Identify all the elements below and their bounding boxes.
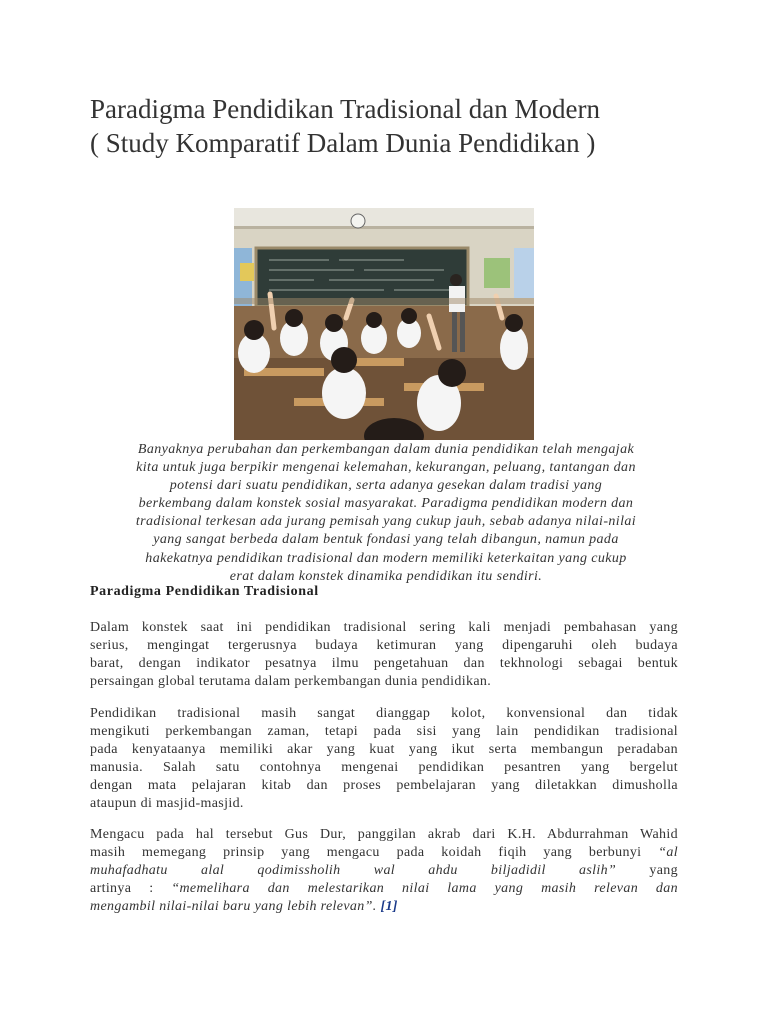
arabic-maxim: muhafadhatu alal qodimissholih wal ahdu biljadidil aslih” — [90, 863, 617, 879]
document-title — [90, 92, 710, 160]
paragraph-line: manusia. Salah satu contohnya mengenai pendidikan pesantren yang bergelut — [90, 760, 678, 776]
text-run: yang — [616, 863, 678, 879]
caption-line: berkembang dalam konstek sosial masyarakat. Paradigma pendidikan modern dan — [138, 496, 634, 512]
footnote-link[interactable]: [1] — [380, 899, 398, 915]
paragraph-line: persaingan global terutama dalam perkembangan dunia pendidikan. — [90, 674, 492, 690]
paragraph-line: Pendidikan tradisional masih sangat dianggap kolot, konvensional dan tidak — [90, 706, 678, 721]
paragraph-line: mengikuti perkembangan zaman, tetapi pada sisi yang lain pendidikan tradisional — [90, 724, 678, 740]
classroom-photo — [234, 208, 534, 440]
paragraph-line — [90, 862, 678, 880]
paragraph-line: barat, dengan indikator pesatnya ilmu pengetahuan dan tekhnologi sebagai bentuk — [90, 656, 678, 672]
text-run: artinya : — [90, 881, 172, 897]
caption-line: tradisional terkesan ada jurang pemisah yang cukup jauh, sebab adanya nilai-nilai — [135, 514, 637, 530]
section-heading: Paradigma Pendidikan Tradisional — [90, 584, 319, 599]
paragraph-line: serius, mengingat tergerusnya budaya ketimuran yang dipengaruhi oleh budaya — [90, 638, 678, 654]
paragraph-line — [90, 898, 678, 916]
paragraph-2 — [90, 705, 678, 814]
caption-line: hakekatnya pendidikan tradisional dan modern memiliki keterkaitan yang cukup — [145, 550, 627, 566]
paragraph-line: Dalam konstek saat ini pendidikan tradisional sering kali menjadi pembahasan yang — [90, 620, 678, 635]
caption-line: potensi dari suatu pendidikan, serta adanya gesekan dalam tradisi yang — [169, 478, 603, 494]
paragraph-line: Mengacu pada hal tersebut Gus Dur, panggilan akrab dari K.H. Abdurrahman Wahid — [90, 827, 678, 842]
paragraph-line: pada kenyataanya memiliki akar yang kuat yang ikut serta membangun peradaban — [90, 742, 678, 758]
paragraph-line — [90, 880, 678, 898]
caption-line: kita untuk juga berpikir mengenai kelemahan, kekurangan, peluang, tantangan dan — [136, 460, 636, 476]
caption-line: erat dalam konstek dinamika pendidikan itu sendiri. — [229, 568, 543, 584]
paragraph-line: dengan mata pelajaran kitab dan proses pembelajaran yang diletakkan dimusholla — [90, 778, 678, 794]
paragraph-line — [90, 844, 678, 862]
caption-line: Banyaknya perubahan dan perkembangan dalam dunia pendidikan telah mengajak — [137, 442, 635, 457]
title-line-2: ( Study Komparatif Dalam Dunia Pendidikan ) — [90, 128, 596, 158]
text-run: masih memegang prinsip yang mengacu pada koidah fiqih yang berbunyi — [90, 845, 659, 861]
translation-quote: “memelihara dan melestarikan nilai lama yang masih relevan dan — [171, 881, 678, 897]
translation-quote: mengambil nilai-nilai baru yang lebih relevan”. — [90, 899, 377, 915]
paragraph-3 — [90, 826, 678, 916]
paragraph-1 — [90, 619, 678, 691]
caption-line: yang sangat berbeda dalam bentuk fondasi yang telah dibangun, namun pada — [153, 532, 619, 548]
image-caption — [88, 441, 684, 586]
paragraph-line: ataupun di masjid-masjid. — [90, 796, 244, 812]
quote-start: “al — [658, 845, 678, 861]
title-line-1: Paradigma Pendidikan Tradisional dan Modern — [90, 94, 600, 124]
